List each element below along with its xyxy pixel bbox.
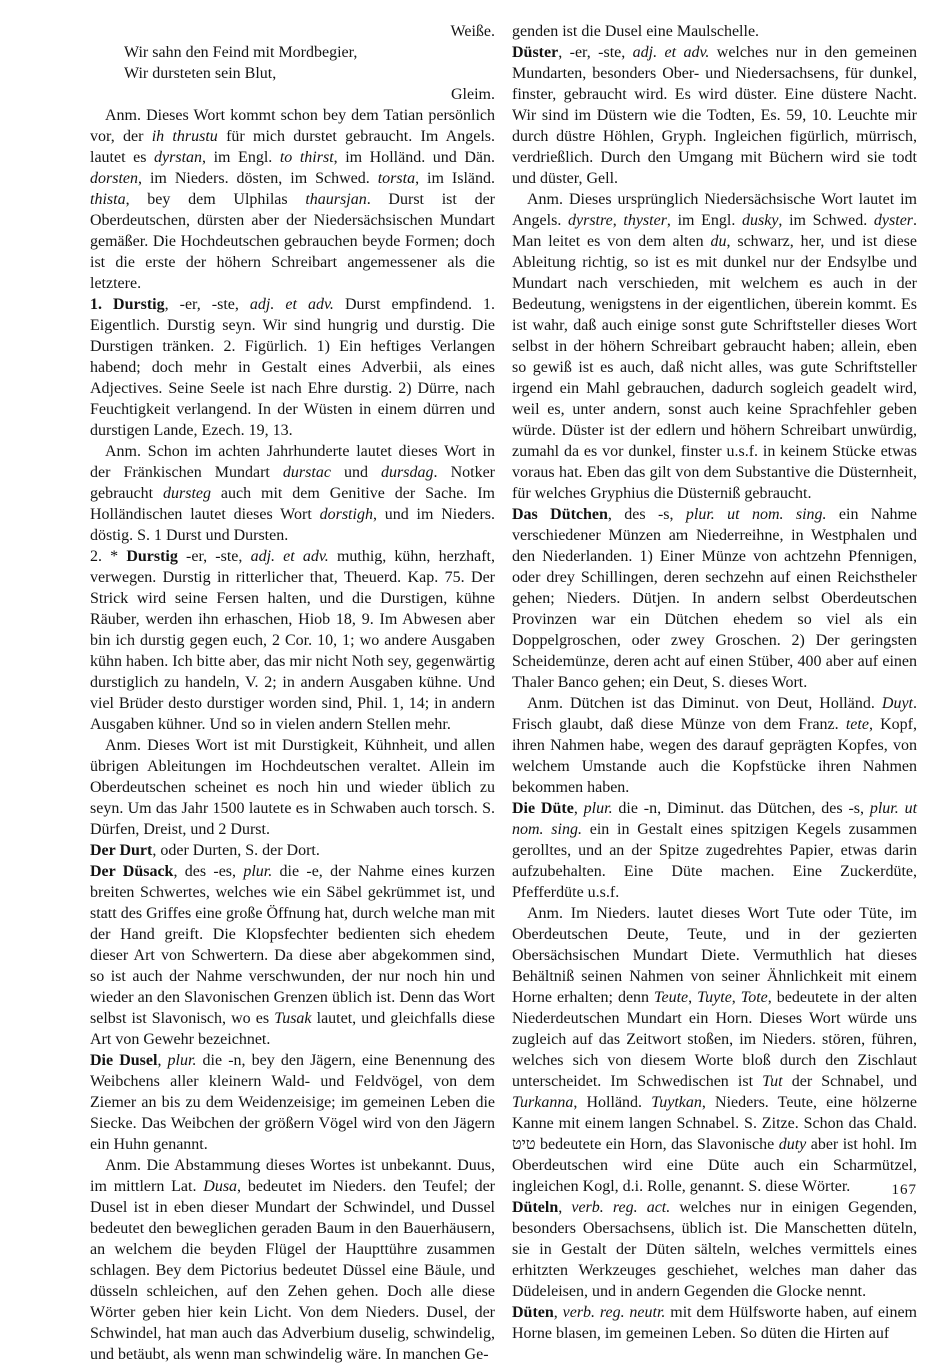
anm-paragraph-duester [512,189,917,504]
italic-run: dusky [741,212,779,229]
poem-attribution [90,84,495,105]
entry-duester [512,42,917,189]
text-run: Anm. Dieses Wort kommt schon bey dem Tatian persönlich vor, der [90,107,495,145]
italic-run: tete [845,716,869,733]
italic-run: plur. ut nom. sing. [685,506,827,523]
italic-run: dyrstan [154,149,203,166]
headword: Die Dusel [90,1052,158,1069]
text-run: , bedeutete in der alten Niederdeutschen Mundart ein Horn. Dieses Wort würde uns zugleich auf das Zeitwort stoßen, im Nieders. stören, führen, welches sich von diesem Worte bloß durch den Zischlaut unterscheidet. Im Schwedischen ist [512,989,918,1090]
italic-run: dursdag [381,464,434,481]
headword: Der Durt [90,842,153,859]
text-run: , des -s, [607,506,686,523]
text-run: Anm. Dieses Wort ist mit Durstigkeit, Kühnheit, und allen übrigen Ableitungen im Hochdeutschen veraltet. Allein im Oberdeutschen scheinet es noch hin und wieder üblich zu seyn. Um das Jahr 1500 lautete es in Schwaben auch torsch. S. Dürfen, Dreist, und 2 Durst. [90,737,495,838]
poem-attribution [90,21,495,42]
text-run: , [573,800,584,817]
italic-run: plur. ut nom. sing. [512,800,918,838]
text-run: , [553,1304,563,1321]
italic-run: ih thrustu [151,128,218,145]
entry-durstig-2 [90,546,495,735]
text-run: und [330,464,382,481]
text-run: die -n, bey den Jägern, eine Benennung des Weibchens aller kleinern Wald- und Feldvögel, von dem Ziemer an bis zu dem Weidenzeisige; im gemeinen Leben die Siecke. Das Weibchen der größern Vögel wird von den Jägern ein Huhn genannt. [90,1052,496,1153]
text-run: , [731,989,741,1006]
italic-run: dorstigh [319,506,373,523]
text-run: , Nieders. Teute, eine hölzerne Kanne mit einem langen Schnabel. S. Zitze. Schon das Chald. טיט bedeutete ein Horn, das Slavonische [512,1094,917,1153]
text-run: welches nur in einigen Gegenden, besonders Obersachsens, üblich ist. Die Manschetten düteln, sie in Gestalt der Düten sälteln, welches vermittels eines erhitzten Werkzeuges geschiehet, welches man daher das Düdeleisen, und in andern Gegenden die Glocke nennt. [512,1199,917,1300]
italic-run: plur. [167,1052,197,1069]
text-run: , [558,1199,572,1216]
text-run: , bedeutet im Nieders. den Teufel; der Dusel ist in eben dieser Mundart der Schwindel, und Dussel bedeutet den beweglichen geraden Baum in den Bauerhäusern, an welchem die beyden Flügel der Haupttühre zusammen schlagen. Bey dem Pictorius bedeutet Düssel eine Bäule, und düsseln schleichen, auf den Zehen gehen. Doch alle diese Wörter geben hier kein Licht. Von dem Nieders. Dusel, der Schwindel, hat man auch das Adverbium duselig, schwindelig, und betäubt, als wenn man schwindelig wäre. In manchen Ge- [90,1178,495,1363]
anm-paragraph-duete [512,903,917,1197]
anm-paragraph-duetchen [512,693,917,798]
text-run: Wir dursteten sein Blut, [124,65,277,82]
poem-line [90,42,495,63]
italic-run: adj. et adv. [249,296,334,313]
italic-run: durstac [282,464,331,481]
entry-durt [90,840,495,861]
entry-duesack [90,861,495,1050]
headword: Düten [512,1304,554,1321]
italic-run: dursteg [163,485,211,502]
headword: Das Dütchen [512,506,608,523]
text-run: Anm. Dütchen ist das Diminut. von Deut, Holländ. [527,695,882,712]
text-run: , [157,1052,168,1069]
anm-paragraph-durstig-2 [90,735,495,840]
italic-run: adj. et adv. [250,548,329,565]
entry-duetchen [512,504,917,693]
text-run: Wir sahn den Feind mit Mordbegier, [124,44,358,61]
text-run: , oder Durten, S. der Dort. [152,842,320,859]
anm-paragraph-dusel [90,1155,495,1365]
text-run: , schwarz, her, und ist diese Ableitung richtig, so ist es mit dunkel nur der Endsylbe und Mundart nach verschieden, mit welchem es auch in der Bedeutung, wenigstens in der eigentlichen, überein kommt. Es ist wahr, daß auch einige sonst gute Schriftsteller dieses Wort selbst in der höhern Schreibart gebraucht haben; allein, eben so gewiß ist es auch, daß nicht alles, was gute Schriftsteller irgend ein Mahl gebrauchen, dadurch sogleich geadelt wird, weil es, unter andern, sonst auch keine Sprachfehler geben würde. Düster ist der edlern und höhern Schreibart unwürdig, zumahl da es vor dunkel, finster u.s.f. in keinem Stücke etwas voraus hat. Eben das gilt von dem Substantive die Düsternheit, für welches Gryphius die Düsterniß gebraucht. [512,233,918,502]
text-run: , des -es, [173,863,244,880]
text-run: Weiße. [450,23,495,40]
anm-paragraph-durst [90,105,495,294]
italic-run: adj. et adv. [632,44,710,61]
entry-dusel [90,1050,495,1155]
text-run: . Frisch glaubt, daß diese Münze von dem Franz. [512,695,917,733]
text-run: Anm. Die Abstammung dieses Wortes ist unbekannt. Duus, im mittlern Lat. [90,1157,495,1195]
right-column [512,21,917,1344]
continuation-paragraph [512,21,917,42]
italic-run: torsta [377,170,416,187]
text-run: . Durst ist der Oberdeutschen, dürsten aber der Niedersächsischen Mundart gemäßer. Die Hochdeutschen gebrauchen beyde Formen; doch ist die erste der höhern Schreibart angemessener als die letztere. [90,191,495,292]
italic-run: Tote [740,989,768,1006]
text-run: , im Schwed. [778,212,874,229]
text-run: . Man leitet es von dem alten [512,212,918,250]
italic-run: dorsten [90,170,138,187]
text-run: , [612,212,624,229]
headword: Durstig [126,548,178,565]
anm-paragraph-durstig-1 [90,441,495,546]
text-run: der Schnabel, und [782,1073,918,1090]
entry-duete [512,798,917,903]
text-run: , Holländ. [573,1094,652,1111]
italic-run: plur. [583,800,613,817]
text-run: 2. * [90,548,127,565]
text-run: Durst empfindend. 1. Eigentlich. Durstig seyn. Wir sind hungrig und durstig. Die Durstigen tränken. 2. Figürlich. 1) Ein heftiges Verlangen habend; doch mehr in Gestalt eines Adverbii, als eines Adjectives. Seine Seele ist nach Ehre durstig. 2) Dürre, nach Feuchtigkeit verlangend. In der Wüsten in einem dürren und durstigen Lande, Ezech. 19, 13. [90,296,495,439]
italic-run: dyster [873,212,914,229]
italic-run: Dusa [203,1178,238,1195]
text-run: ein Nahme verschiedener Münzen am Niederreihne, in Westphalen und den Niederlanden. 1) Einer Münze von achtzehn Pfennigen, oder drey Schillingen, deren sechzehn auf einen Reichstheler gehen; Nieders. Dütjen. In andern selbst Oberdeutschen Provinzen war ein Dütchen ehedem so viel als ein Doppelgroschen, oder zwey Groschen. 2) Der geringsten Scheidemünze, deren acht auf einen Stüber, 400 aber auf einen Thaler Banco gehen; ein Deut, S. dieses Wort. [512,506,918,691]
text-run: mit dem Hülfsworte haben, auf einem Horne blasen, im gemeinen Leben. So düten die Hirten auf [512,1304,917,1342]
headword: Düteln [512,1199,559,1216]
italic-run: thyster [623,212,667,229]
italic-run: Turkanna [512,1094,574,1111]
text-run: . Notker gebraucht [90,464,495,502]
text-run: , bey dem Ulphilas [125,191,306,208]
italic-run: Tuytkan [651,1094,702,1111]
text-run: , -er, -ste, [558,44,633,61]
text-run: , im Holländ. und Dän. [333,149,496,166]
text-run: , im Engl. [202,149,280,166]
entry-duetteln [512,1197,917,1302]
text-run: Gleim. [451,86,495,103]
headword: 1. Durstig [90,296,165,313]
text-run: ein in Gestalt eines spitzigen Kegels zusammen gerolltes, und an der Spitze zugedrehtes Papier, etwas darin aufzubehalten. Eine Düte machen. Eine Zuckerdüte, Pfefferdüte u.s.f. [512,821,917,901]
text-run: aber ist hohl. Im Oberdeutschen wird eine Düte auch ein Scharmützel, ingleichen Kogl, d.i. Rolle, genannt. S. diese Wörter. [512,1136,918,1195]
italic-run: Tusak [274,1010,312,1027]
text-run: Anm. Schon im achten Jahrhunderte lautet dieses Wort in der Fränkischen Mundart [90,443,495,481]
text-run: , und im Nieders. döstig. S. 1 Durst und Dursten. [90,506,495,544]
text-run: , im Engl. [666,212,742,229]
headword: Düster [512,44,559,61]
text-run: Anm. Dieses ursprünglich Niedersächsische Wort lautet im Angels. [512,191,917,229]
italic-run: Tut [762,1073,783,1090]
text-run: lautet, und gleichfalls diese Art von Gewehr bezeichnet. [90,1010,495,1048]
page-number: 167 [891,1182,917,1198]
text-run: , Kopf, ihren Nahmen habe, wegen des darauf geprägten Kopfes, von welchem Umstande auch die Kopfstücke ihren Nahmen bekommen haben. [512,716,918,796]
text-run: die -n, Diminut. das Dütchen, des -s, [612,800,870,817]
text-run: welches nur in den gemeinen Mundarten, besonders Ober- und Niedersachsens, für dunkel, finster, gebraucht wird. Es wird düster. Eine düstere Nacht. Wir sind im Düstern wie die Todten, Es. 59, 10. Leuchte mir durch düstre Höhlen, Gryph. Ingleichen figürlich, mürrisch, verdrießlich. Durch den Umgang mit Büchern wird sie todt und düster, Gell. [512,44,918,187]
text-run: , [688,989,698,1006]
text-run: auch mit dem Genitive der Sache. Im Holländischen lautet dieses Wort [90,485,495,523]
italic-run: thaursjan [305,191,367,208]
italic-run: Tuyte [697,989,732,1006]
headword: Die Düte [512,800,574,817]
text-run: Anm. Im Nieders. lautet dieses Wort Tute oder Tüte, im Oberdeutschen Deute, Teute, und in der gezierten Obersächsischen Mundart Diete. Vermuthlich hat dieses Behältniß seinen Nahmen von seiner Ähnlichkeit mit einem Horne erhalten; denn [512,905,917,1006]
italic-run: thista [90,191,126,208]
text-run: für mich durstet gebraucht. Im Angels. lautet es [90,128,495,166]
italic-run: verb. reg. act. [571,1199,671,1216]
italic-run: duty [778,1136,807,1153]
text-run: , im Isländ. [415,170,495,187]
headword: Der Düsack [90,863,174,880]
text-run: muthig, kühn, herzhaft, verwegen. Durstig in ritterlicher that, Theuerd. Kap. 75. Der Strick wird seine Fersen halten, und die Durstigen, kühne Räuber, werden ihn erhaschen, Hiob 18, 9. Im Abwesen aber bin ich durstig gegen euch, 2 Cor. 10, 1; wo andere Ausgaben kühn haben. Ich bitte aber, das mir nicht Noth sey, gegenwärtig durstiglich zu handeln, V. 2; in andern Ausgaben kühne. Und viel Brüder desto durstiger worden sind, Phil. 1, 14; in andern Ausgaben kühner. Und so in vielen andern Stellen mehr. [90,548,495,733]
text-run: -er, -ste, [177,548,251,565]
left-column [90,21,495,1365]
italic-run: to thirst [279,149,334,166]
italic-run: dyrstre [567,212,613,229]
entry-durstig-1 [90,294,495,441]
text-run: die -e, der Nahme eines kurzen breiten Schwertes, welches wie ein Säbel gekrümmet ist, und statt des Griffes eine große Öffnung hat, durch welche man mit der Hand greift. Die Klopsfechter bedienten sich ehedem dieser Art von Schwertern. Da diese aber abgekommen sind, so ist auch der Nahme verschwunden, der nur noch hin und wieder an den Slavonischen Grenzen üblich ist. Denn das Wort selbst ist Slavonisch, wo es [90,863,496,1027]
italic-run: plur. [243,863,273,880]
italic-run: Teute [654,989,689,1006]
text-run: genden ist die Dusel eine Maulschelle. [512,23,760,40]
italic-run: du [710,233,727,250]
text-run: , -er, -ste, [164,296,250,313]
italic-run: Duyt [881,695,913,712]
poem-line [90,63,495,84]
entry-dueten [512,1302,917,1344]
italic-run: verb. reg. neutr. [562,1304,666,1321]
text-run: , im Nieders. dösten, im Schwed. [138,170,378,187]
